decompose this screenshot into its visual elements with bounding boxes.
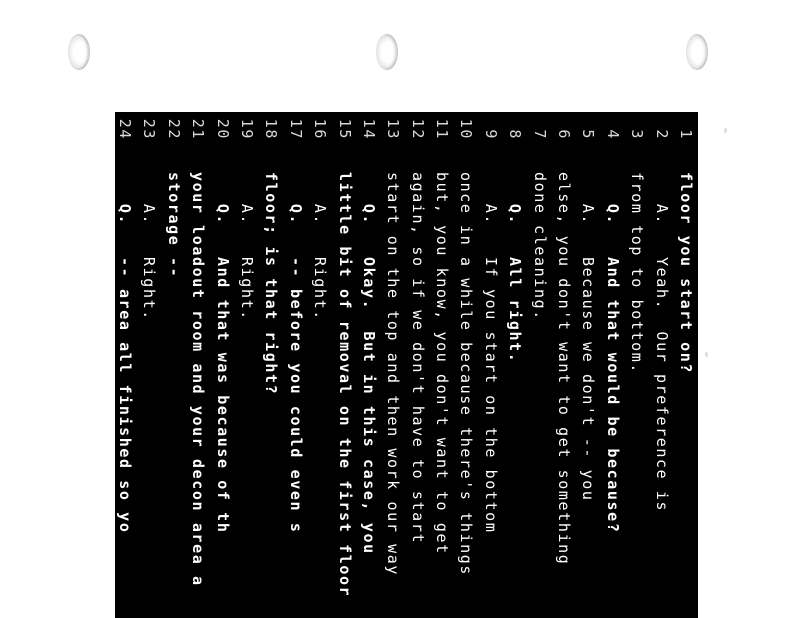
line-number: 5 — [579, 129, 598, 140]
line-text: Q. All right. — [506, 172, 525, 364]
transcript-line — [454, 112, 478, 618]
punch-hole-right — [686, 34, 708, 70]
line-number: 7 — [530, 129, 549, 140]
line-text: storage -- — [164, 172, 183, 279]
transcript-line — [430, 112, 454, 618]
line-text: but, you know, you don't want to get — [433, 172, 452, 555]
line-number: 14 — [359, 118, 378, 140]
line-text: your loadout room and your decon area a — [189, 172, 208, 587]
line-text: start on the top and then work our way — [384, 172, 403, 576]
line-number: 16 — [311, 118, 330, 140]
line-number: 1 — [677, 129, 695, 140]
transcript-page — [115, 112, 698, 618]
line-text: Q. And that was because of th — [213, 172, 232, 534]
transcript-line — [674, 112, 698, 618]
transcript-line — [527, 112, 551, 618]
line-text: floor you start on? — [677, 172, 695, 374]
transcript-line — [259, 112, 283, 618]
transcript-line — [405, 112, 429, 618]
punch-hole-left — [68, 34, 90, 70]
transcript-line — [161, 112, 185, 618]
line-number: 3 — [628, 129, 647, 140]
line-text: A. If you start on the bottom — [481, 172, 500, 534]
scan-speck — [705, 352, 708, 357]
line-text: Q. And that would be because? — [603, 172, 622, 534]
line-text: Q. -- before you could even s — [286, 172, 305, 534]
line-text: once in a while because there's things — [457, 172, 476, 576]
line-text: else, you don't want to get something — [555, 172, 574, 566]
line-text: A. Right. — [140, 172, 159, 321]
transcript-line — [552, 112, 576, 618]
line-number: 24 — [116, 118, 135, 140]
line-number: 8 — [506, 129, 525, 140]
line-number: 13 — [384, 118, 403, 140]
line-number: 4 — [603, 129, 622, 140]
line-number: 9 — [481, 129, 500, 140]
line-number: 21 — [189, 118, 208, 140]
transcript-line — [115, 112, 137, 618]
transcript-line — [357, 112, 381, 618]
line-number: 17 — [286, 118, 305, 140]
line-text: done cleaning. — [530, 172, 549, 321]
line-number: 15 — [335, 118, 354, 140]
line-number: 18 — [262, 118, 281, 140]
line-number: 6 — [555, 129, 574, 140]
transcript-line — [600, 112, 624, 618]
line-text: floor; is that right? — [262, 172, 281, 396]
transcript-line — [332, 112, 356, 618]
transcript-line — [625, 112, 649, 618]
line-number: 20 — [213, 118, 232, 140]
transcript-line — [478, 112, 502, 618]
transcript-line — [381, 112, 405, 618]
line-text: A. Yeah. Our preference is — [652, 172, 671, 513]
line-text: Q. -- area all finished so yo — [116, 172, 135, 534]
transcript-line — [649, 112, 673, 618]
line-text: from top to bottom. — [628, 172, 647, 374]
line-number: 23 — [140, 118, 159, 140]
transcript-line — [235, 112, 259, 618]
transcript-line — [283, 112, 307, 618]
line-text: A. Because we don't -- you — [579, 172, 598, 502]
line-number: 19 — [237, 118, 256, 140]
transcript-line — [308, 112, 332, 618]
line-number: 2 — [652, 129, 671, 140]
transcript-line — [576, 112, 600, 618]
transcript-line — [186, 112, 210, 618]
line-text: again, so if we don't have to start — [408, 172, 427, 545]
transcript-line — [137, 112, 161, 618]
transcript-line — [503, 112, 527, 618]
transcript-line — [210, 112, 234, 618]
line-text: A. Right. — [311, 172, 330, 321]
line-number: 10 — [457, 118, 476, 140]
scan-speck — [724, 128, 727, 133]
line-text: Q. Okay. But in this case, you — [359, 172, 378, 555]
transcript-body — [115, 112, 698, 618]
punch-hole-middle — [376, 34, 398, 70]
line-number: 11 — [433, 118, 452, 140]
line-number: 22 — [164, 118, 183, 140]
line-text: little bit of removal on the first floor — [335, 172, 354, 598]
line-number: 12 — [408, 118, 427, 140]
line-text: A. Right. — [237, 172, 256, 321]
